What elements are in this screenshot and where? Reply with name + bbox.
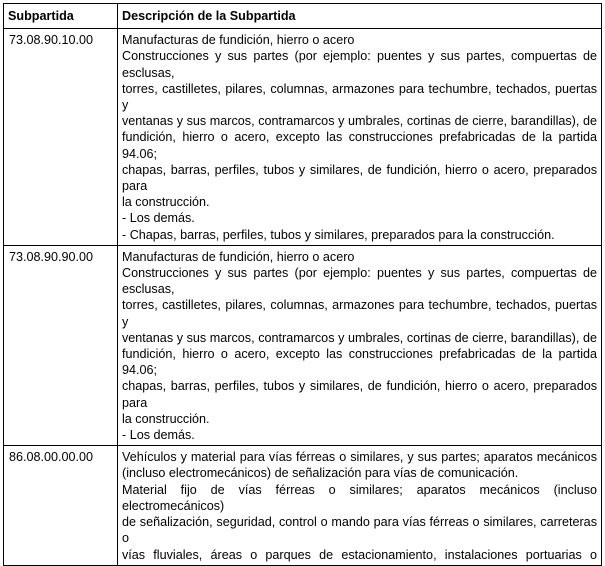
subpartida-table (3, 3, 602, 566)
description-line: Vehículos y material para vías férreas o similares, y sus partes; aparatos mecánicos (122, 450, 597, 465)
subpartida-code: 73.08.90.10.00 (4, 29, 118, 246)
description-line: Manufacturas de fundición, hierro o acero (122, 249, 355, 264)
description-line: ventanas y sus marcos, contramarcos y umbrales, cortinas de cierre, barandillas), de (122, 114, 597, 129)
subpartida-description (118, 29, 602, 246)
description-line: Manufacturas de fundición, hierro o acero (122, 33, 355, 48)
table-row (4, 245, 602, 445)
table-row (4, 29, 602, 246)
description-line: de señalización, seguridad, control o mando para vías férreas o similares, carreteras o (122, 515, 597, 546)
description-line: chapas, barras, perfiles, tubos y similares, de fundición, hierro o acero, preparados para (122, 162, 597, 194)
description-line: fundición, hierro o acero, excepto las construcciones prefabricadas de la partida 94.06; (122, 130, 597, 161)
description-line: - Los demás. (122, 428, 195, 443)
header-row (4, 4, 602, 29)
description-line: la construcción. (122, 195, 210, 210)
subpartida-description (118, 245, 602, 445)
description-line: Construcciones y sus partes (por ejemplo: puentes y sus partes, compuertas de esclusas, (122, 49, 597, 80)
table-header (4, 4, 602, 29)
description-line: - Chapas, barras, perfiles, tubos y similares, preparados para la construcción. (122, 227, 555, 242)
subpartida-code: 86.08.00.00.00 (4, 446, 118, 565)
description-line: Material fijo de vías férreas o similares; aparatos mecánicos (incluso electromecánicos) (122, 482, 597, 513)
description-line: chapas, barras, perfiles, tubos y similares, de fundición, hierro o acero, preparados para (122, 379, 597, 410)
header-descripcion: Descripción de la Subpartida (118, 4, 602, 29)
description-line: - Los demás. (122, 211, 195, 226)
description-line: torres, castilletes, pilares, columnas, armazones para techumbre, techados, puertas y (122, 81, 597, 113)
description-line: la construcción. (122, 411, 210, 426)
description-line: vías fluviales, áreas o parques de estacionamiento, instalaciones portuarias o (122, 547, 597, 562)
description-line: fundición, hierro o acero, excepto las construcciones prefabricadas de la partida 94.06; (122, 347, 597, 378)
subpartida-description (118, 446, 602, 565)
description-line: Construcciones y sus partes (por ejemplo: puentes y sus partes, compuertas de esclusas, (122, 266, 597, 297)
description-line: ventanas y sus marcos, contramarcos y umbrales, cortinas de cierre, barandillas), de (122, 330, 597, 345)
table-body (4, 29, 602, 566)
table-row (4, 446, 602, 565)
description-line: (incluso electromecánicos) de señalización para vías de comunicación. (122, 466, 519, 481)
subpartida-code: 73.08.90.90.00 (4, 245, 118, 445)
header-subpartida: Subpartida (4, 4, 118, 29)
description-line: torres, castilletes, pilares, columnas, armazones para techumbre, techados, puertas y (122, 298, 597, 329)
